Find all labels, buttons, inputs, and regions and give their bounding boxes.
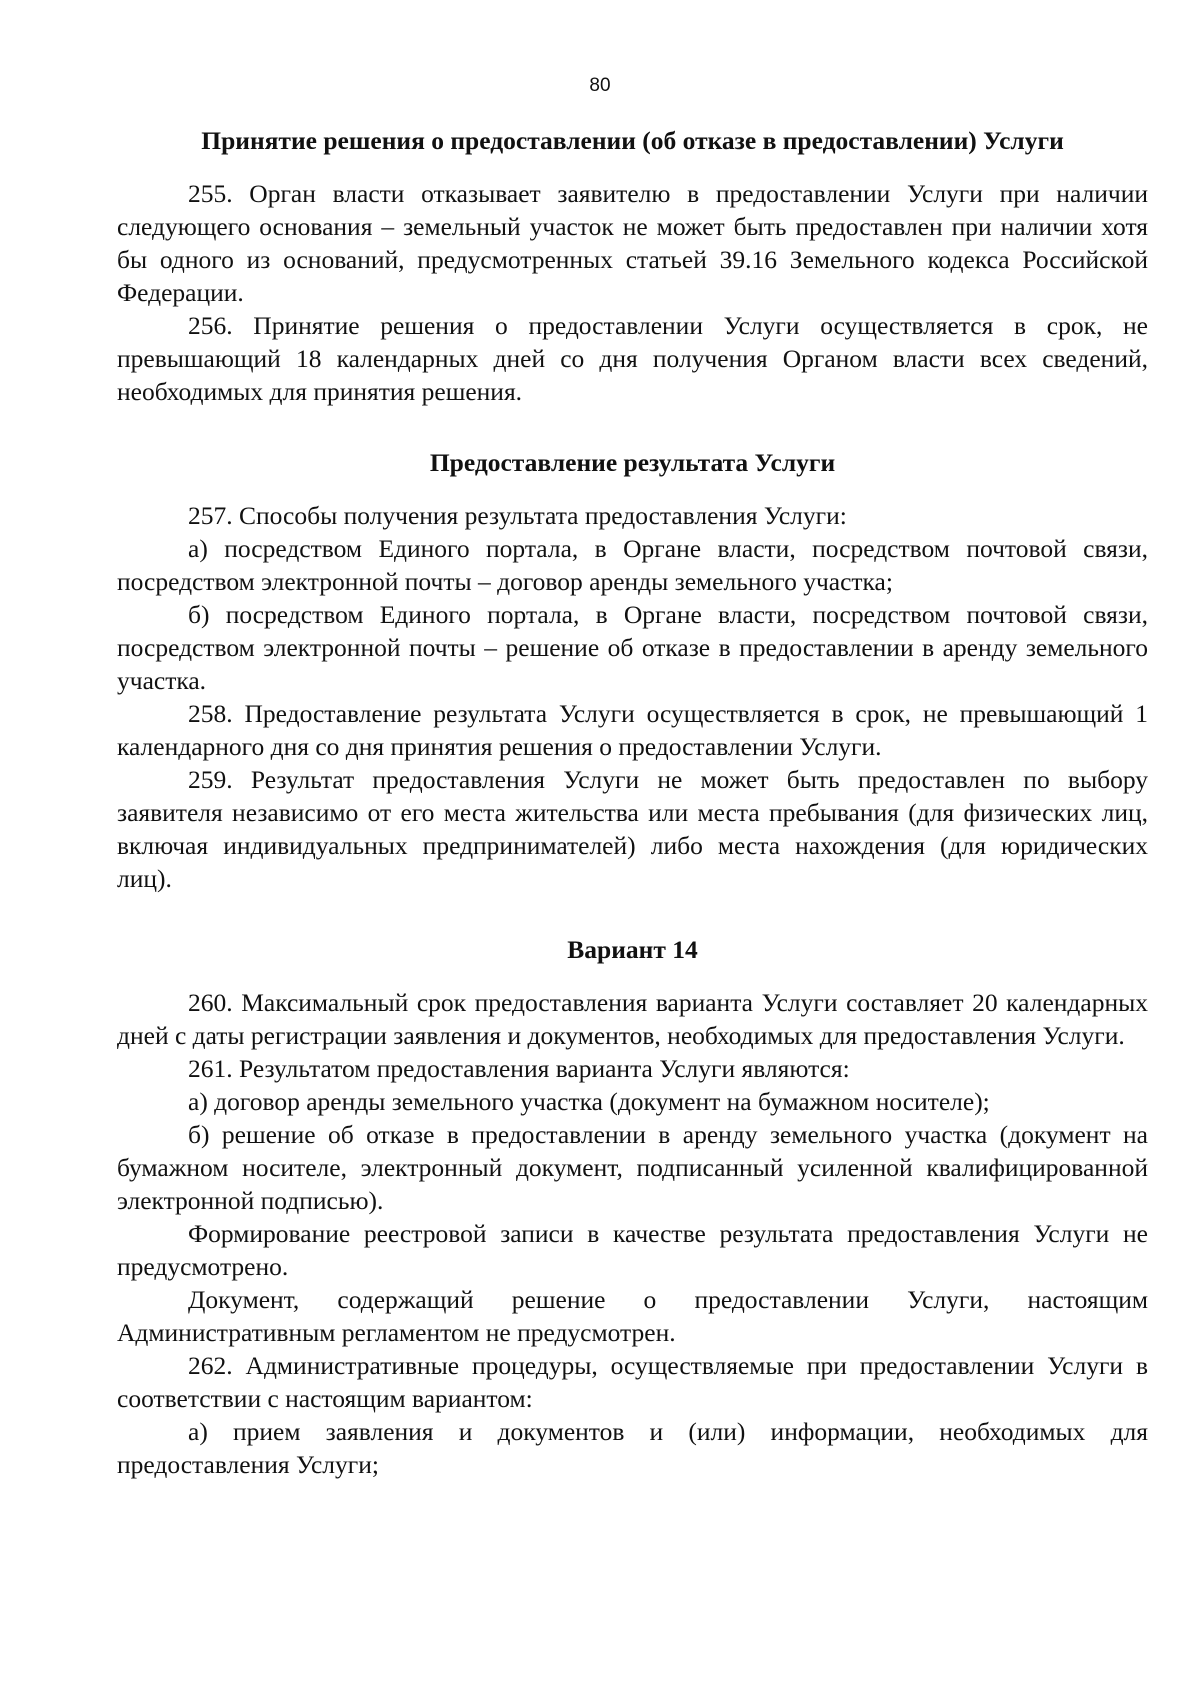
paragraph-255: 255. Орган власти отказывает заявителю в предоставлении Услуги при наличии следующего основания – земельный участок не может быть предоставлен при наличии хотя бы одного из оснований, предусмотренных статьей 39.16 Земельного кодекса Российской Федерации. [117,179,1148,307]
paragraph-257-b: б) посредством Единого портала, в Органе власти, посредством почтовой связи, посредством электронной почты – решение об отказе в предоставлении в аренду земельного участка. [117,600,1148,695]
paragraph-262-a: а) прием заявления и документов и (или) информации, необходимых для предоставления Услуги; [117,1417,1148,1479]
spacer [117,895,1148,933]
paragraph-261-b: б) решение об отказе в предоставлении в аренду земельного участка (документ на бумажном носителе, электронный документ, подписанный усиленной квалифицированной электронной подписью). [117,1120,1148,1215]
spacer [117,157,1148,177]
section-heading-variant-14: Вариант 14 [567,935,698,964]
paragraph-262: 262. Административные процедуры, осуществляемые при предоставлении Услуги в соответствии с настоящим вариантом: [117,1351,1148,1413]
spacer [117,408,1148,446]
paragraph-registry-record: Формирование реестровой записи в качестве результата предоставления Услуги не предусмотрено. [117,1219,1148,1281]
paragraph-261: 261. Результатом предоставления варианта Услуги являются: [188,1054,850,1083]
page-number: 80 [589,75,611,96]
spacer [117,966,1148,986]
paragraph-261-a: а) договор аренды земельного участка (документ на бумажном носителе); [188,1087,990,1116]
paragraph-256: 256. Принятие решения о предоставлении Услуги осуществляется в срок, не превышающий 18 календарных дней со дня получения Органом власти всех сведений, необходимых для принятия решения. [117,311,1148,406]
paragraph-258: 258. Предоставление результата Услуги осуществляется в срок, не превышающий 1 календарного дня со дня принятия решения о предоставлении Услуги. [117,699,1148,761]
paragraph-259: 259. Результат предоставления Услуги не может быть предоставлен по выбору заявителя независимо от его места жительства или места пребывания (для физических лиц, включая индивидуальных предпринимателей) либо места нахождения (для юридических лиц). [117,765,1148,893]
paragraph-257-a: а) посредством Единого портала, в Органе власти, посредством почтовой связи, посредством электронной почты – договор аренды земельного участка; [117,534,1148,596]
paragraph-257: 257. Способы получения результата предоставления Услуги: [188,501,847,530]
paragraph-decision-document: Документ, содержащий решение о предоставлении Услуги, настоящим Административным регламентом не предусмотрен. [117,1285,1148,1347]
paragraph-260: 260. Максимальный срок предоставления варианта Услуги составляет 20 календарных дней с даты регистрации заявления и документов, необходимых для предоставления Услуги. [117,988,1148,1050]
spacer [117,479,1148,499]
section-heading-result: Предоставление результата Услуги [429,448,836,477]
document-body [117,124,1148,1481]
section-heading-decision: Принятие решения о предоставлении (об отказе в предоставлении) Услуги [201,126,1064,155]
